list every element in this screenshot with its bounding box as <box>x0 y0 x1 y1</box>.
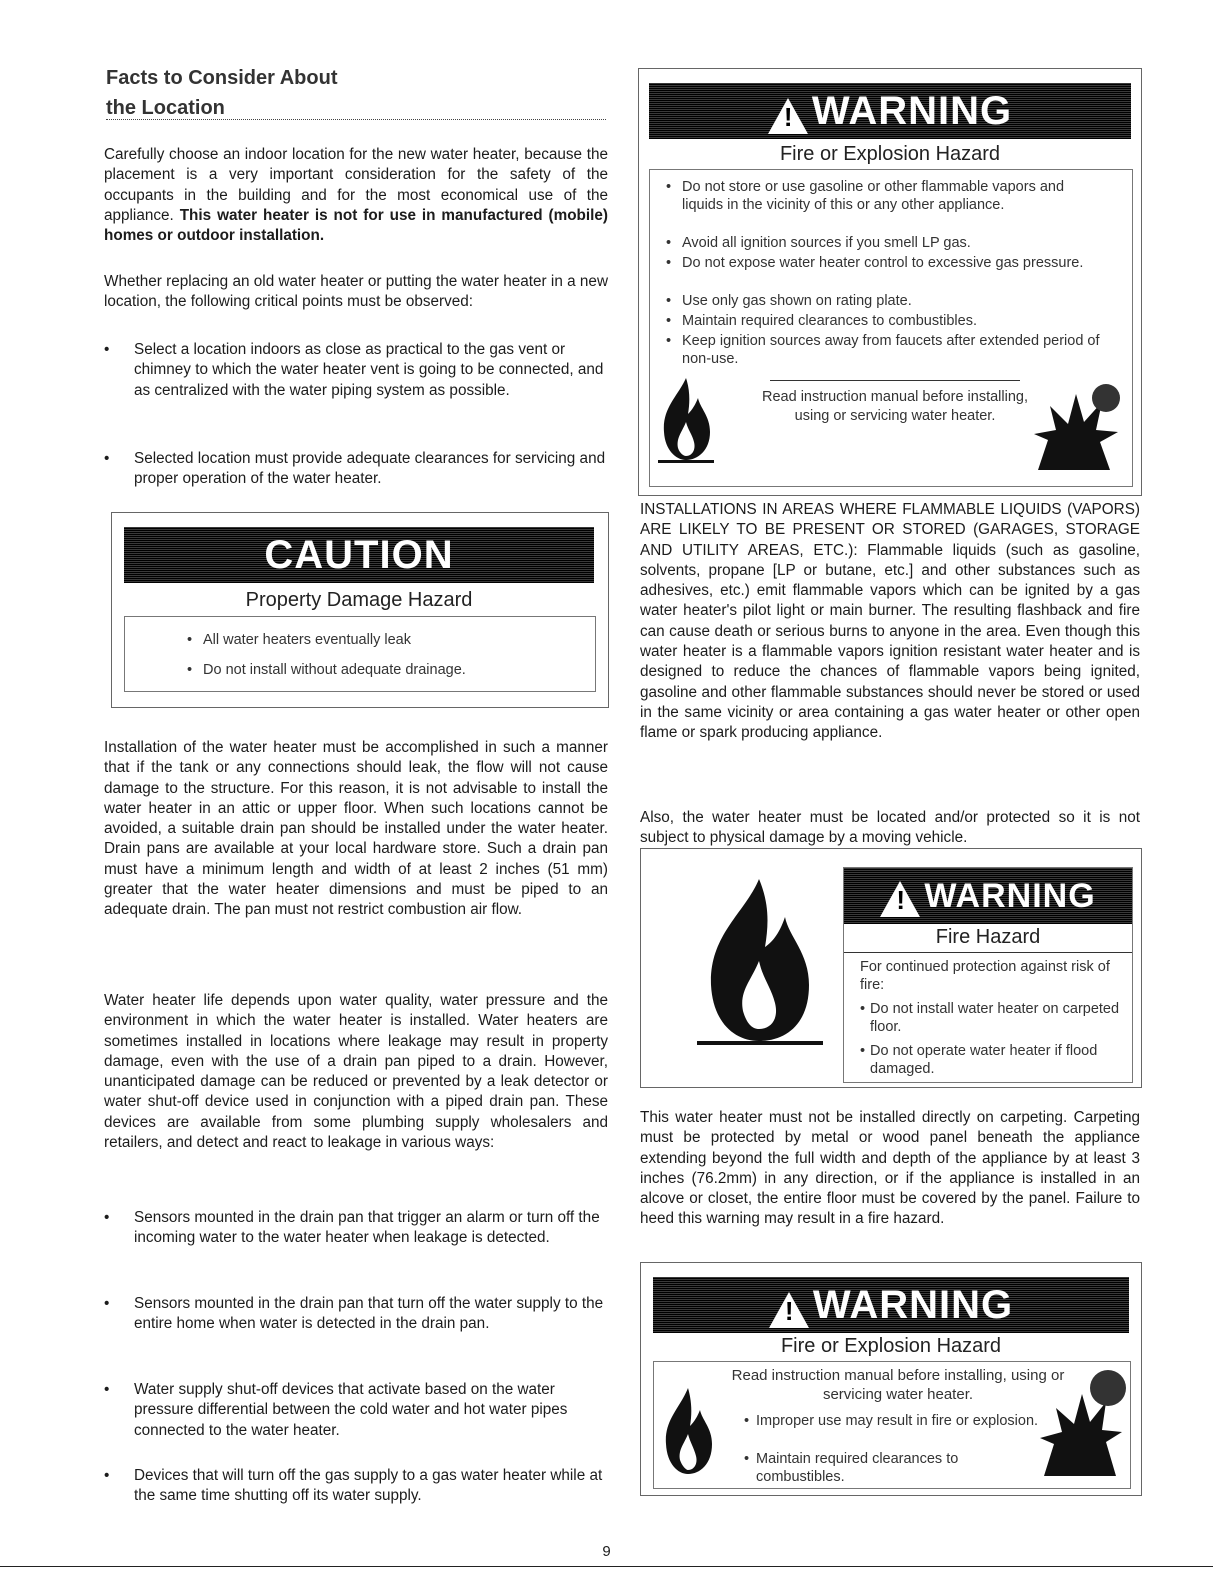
list-item: • Devices that will turn off the gas supply to a gas water heater while at the same time shutting off its water supply. <box>104 1466 608 1507</box>
intro-paragraph <box>104 145 608 246</box>
warning-hazard-title: Fire or Explosion Hazard <box>780 1335 1002 1357</box>
warning-box-fire-explosion <box>638 68 1142 496</box>
warning-inner-box <box>653 1361 1131 1489</box>
vehicle-paragraph: Also, the water heater must be located and/or protected so it is not subject to physical damage by a moving vehicle. <box>640 809 1140 847</box>
intro-bold-text: This water heater is not for use in manufactured (mobile) homes or outdoor installation. <box>104 206 609 245</box>
carpet-paragraph: This water heater must not be installed directly on carpeting. Carpeting must be protected by metal or wood panel beneath the appliance extending beyond the full width and depth of the appliance by at least 3 inches (76.2mm) in any direction, or if the appliance is installed in an alcove or closet, the entire floor must be covered by the panel. Failure to heed this warning may result in a fire hazard. <box>640 1109 1140 1228</box>
list-item-text: Sensors mounted in the drain pan that trigger an alarm or turn off the incoming water to the water heater when leakage is detected. <box>134 1209 600 1247</box>
list-item: • Selected location must provide adequate clearances for servicing and proper operation of the water heater. <box>104 449 608 490</box>
warning-item: • Do not expose water heater control to excessive gas pressure. <box>666 255 1084 271</box>
warning-banner-text: WARNING <box>811 89 1013 133</box>
warning-box-fire-explosion-2 <box>640 1262 1142 1496</box>
read-manual-text: Read instruction manual before installing, using or servicing water heater. <box>762 389 1028 424</box>
list-item: • Sensors mounted in the drain pan that trigger an alarm or turn off the incoming water to the water heater when leakage is detected. <box>104 1208 608 1249</box>
warning-inner-box <box>649 169 1133 487</box>
whether-paragraph: Whether replacing an old water heater or putting the water heater in a new location, the following critical points must be observed: <box>104 273 608 311</box>
list-item: • Water supply shut-off devices that activate based on the water pressure differential between the cold water and hot water pipes connected to the water heater. <box>104 1380 608 1441</box>
caution-item: • Do not install without adequate drainage. <box>187 662 466 678</box>
warning-banner-text: WARNING <box>812 1283 1014 1327</box>
warning-item: • Maintain required clearances to combustibles. <box>744 1451 959 1485</box>
life-paragraph: Water heater life depends upon water quality, water pressure and the environment in which the water heater is installed. Water heaters are sometimes installed in locations where leakage may result in property damage, even with the use of a drain pan piped to a drain. However, unanticipated damage can be reduced or prevented by a leak detector or water shut-off device used in conjunction with a piped drain pan. These devices are available from some plumbing supply wholesalers and retailers, and detect and react to leakage in various ways: <box>104 992 608 1152</box>
explosion-icon <box>1036 1366 1126 1482</box>
caution-inner-box <box>124 616 596 692</box>
explosion-icon <box>1028 380 1124 476</box>
warning-item: • Do not store or use gasoline or other flammable vapors and liquids in the vicinity of this or any other appliance. <box>666 179 1065 213</box>
warning-item: • Improper use may result in fire or explosion. <box>744 1413 1039 1429</box>
intro-text: Carefully choose an indoor location for the new water heater, because the placement is a very important consideration for the safety of the occupants in the building and for the most economical use of the appliance. <box>104 146 608 224</box>
list-item-text: Devices that will turn off the gas supply to a gas water heater while at the same time shutting off its water supply. <box>134 1467 603 1505</box>
list-item-text: Selected location must provide adequate clearances for servicing and proper operation of the water heater. <box>134 450 606 488</box>
list-item-text: Sensors mounted in the drain pan that turn off the water supply to the entire home when water is detected in the drain pan. <box>134 1295 604 1333</box>
caution-box <box>111 512 609 708</box>
flammable-paragraph: INSTALLATIONS IN AREAS WHERE FLAMMABLE LIQUIDS (VAPORS) ARE LIKELY TO BE PRESENT OR STORED (GARAGES, STORAGE AND UTILITY AREAS, ETC.): Flammable liquids (such as gasoline, solvents, propane [LP or butane, etc.] and other substances such as adhesives, etc.) emit flammable vapors which can be ignited by a gas water heater's pilot light or main burner. The resulting flashback and fire can cause death or serious burns to anyone in the area. Even though this water heater is a flammable vapors ignition resistant water heater and is designed to reduce the chances of flammable vapors being ignited, gasoline and other flammable substances should never be stored or used in the same vicinity or area containing a gas water heater or other open flame or spark producing appliance. <box>640 501 1140 742</box>
bottom-rule <box>0 1566 1213 1567</box>
warning-banner <box>844 868 1132 924</box>
caution-hazard-title: Property Damage Hazard <box>245 589 473 611</box>
warning-triangle-icon: ! <box>769 1292 809 1328</box>
read-manual-text: Read instruction manual before installing, using or servicing water heater. <box>731 1367 1065 1403</box>
flame-icon <box>654 374 718 464</box>
warning-triangle-icon: ! <box>768 98 808 134</box>
warning-banner-text: WARNING <box>924 877 1096 915</box>
warning-triangle-icon: ! <box>880 881 920 917</box>
fire-hazard-intro: For continued protection against risk of fire: <box>860 959 1110 993</box>
flame-icon <box>689 873 829 1049</box>
divider <box>770 380 1020 381</box>
installation-paragraph: Installation of the water heater must be accomplished in such a manner that if the tank or any connections should leak, the flow will not cause damage to the structure. For this reason, it is not advisable to install the water heater in an attic or upper floor. When such locations cannot be avoided, a suitable drain pan should be installed under the water heater. Drain pans are available at your local hardware store. Such a drain pan must have a minimum length and width of at least 2 inches (51 mm) greater that the water heater dimensions and must be piped to an adequate drain. The pan must not restrict combustion air flow. <box>104 739 608 919</box>
caution-banner <box>124 527 594 583</box>
section-heading <box>106 63 606 123</box>
list-item-text: Select a location indoors as close as practical to the gas vent or chimney to which the water heater vent is going to be connected, and as centralized with the water piping system as possible. <box>134 341 604 399</box>
caution-banner-text: CAUTION <box>264 533 454 577</box>
warning-item: • Use only gas shown on rating plate. <box>666 293 912 309</box>
section-heading-line1: Facts to Consider About <box>106 67 338 89</box>
warning-banner <box>653 1277 1129 1333</box>
flame-icon <box>656 1384 720 1478</box>
warning-hazard-title: Fire or Explosion Hazard <box>779 143 1001 165</box>
page-number: 9 <box>602 1543 611 1560</box>
warning-hazard-title: Fire Hazard <box>935 926 1041 948</box>
warning-item: • Do not operate water heater if flood damaged. <box>860 1043 1098 1077</box>
warning-item: • Do not install water heater on carpeted floor. <box>860 1001 1120 1035</box>
list-item: • Sensors mounted in the drain pan that turn off the water supply to the entire home when water is detected in the drain pan. <box>104 1294 608 1335</box>
warning-inner-box <box>843 867 1133 1083</box>
list-item-text: Water supply shut-off devices that activate based on the water pressure differential between the cold water and hot water pipes connected to the water heater. <box>134 1381 568 1439</box>
caution-item: • All water heaters eventually leak <box>187 632 411 648</box>
warning-item: • Maintain required clearances to combustibles. <box>666 313 977 329</box>
warning-item: • Avoid all ignition sources if you smell LP gas. <box>666 235 971 251</box>
warning-banner <box>649 83 1131 139</box>
section-heading-line2: the Location <box>106 97 225 119</box>
list-item: • Select a location indoors as close as practical to the gas vent or chimney to which the water heater vent is going to be connected, and as centralized with the water piping system as possible. <box>104 340 608 401</box>
warning-box-fire <box>640 848 1142 1088</box>
heading-rule <box>106 119 606 120</box>
warning-item: • Keep ignition sources away from faucets after extended period of non-use. <box>666 333 1100 367</box>
